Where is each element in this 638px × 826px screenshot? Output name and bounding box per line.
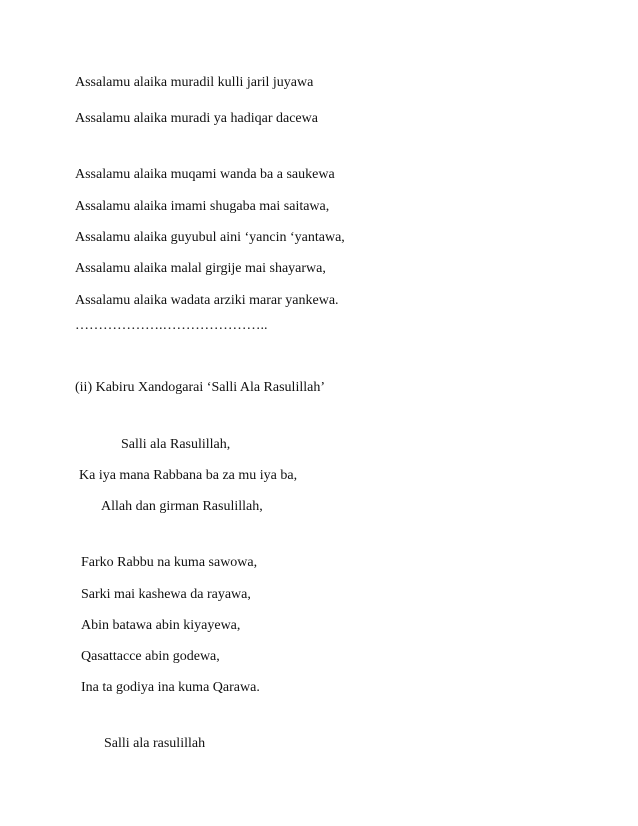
verse2-line-4: Assalamu alaika malal girgije mai shayarwa, — [75, 261, 326, 276]
verse3-line-2: Sarki mai kashewa da rayawa, — [81, 587, 251, 602]
chorus-line-3: Allah dan girman Rasulillah, — [101, 499, 263, 514]
verse3-line-1: Farko Rabbu na kuma sawowa, — [81, 555, 258, 570]
verse3-line-5: Ina ta godiya ina kuma Qarawa. — [81, 680, 260, 695]
verse3-line-4: Qasattacce abin godewa, — [81, 649, 220, 664]
chorus-line-1: Salli ala Rasulillah, — [121, 437, 231, 452]
section-heading: (ii) Kabiru Xandogarai ‘Salli Ala Rasulillah’ — [75, 380, 325, 395]
verse2-line-3: Assalamu alaika guyubul aini ‘yancin ‘yantawa, — [75, 230, 345, 245]
verse1-line-1: Assalamu alaika muradil kulli jaril juyawa — [75, 75, 314, 90]
closing-line: Salli ala rasulillah — [104, 736, 206, 751]
chorus-line-2: Ka iya mana Rabbana ba za mu iya ba, — [79, 468, 298, 483]
verse2-line-2: Assalamu alaika imami shugaba mai saitawa, — [75, 199, 330, 214]
verse2-line-5: Assalamu alaika wadata arziki marar yankewa. — [75, 293, 339, 308]
verse1-line-2: Assalamu alaika muradi ya hadiqar dacewa — [75, 111, 318, 126]
ellipsis-line: ……………….………………….. — [75, 318, 268, 333]
verse2-line-1: Assalamu alaika muqami wanda ba a saukewa — [75, 167, 335, 182]
verse3-line-3: Abin batawa abin kiyayewa, — [81, 618, 241, 633]
